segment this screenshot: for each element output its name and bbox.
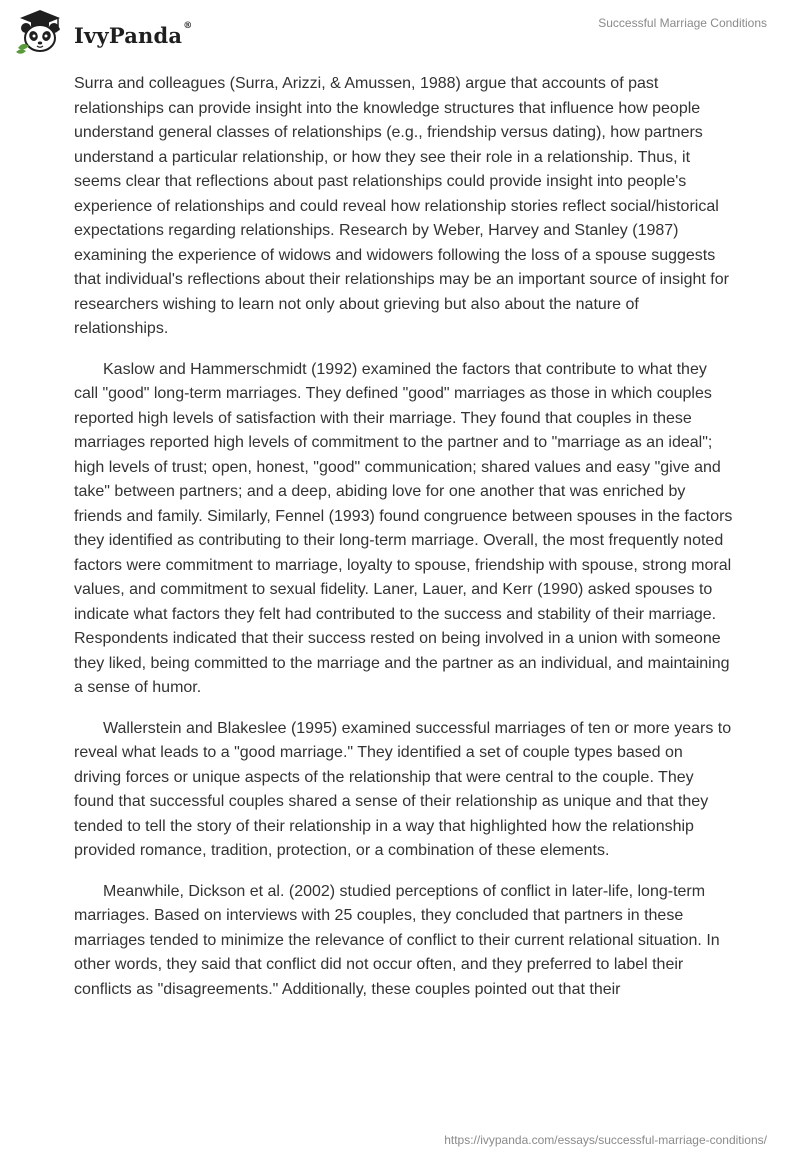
- paragraph-4: Meanwhile, Dickson et al. (2002) studied perceptions of conflict in later-life, long-term marriages. Based on interviews with 25 couples, they concluded that partners in these marriages tended to minimize the relevance of conflict to their current relational situation. In other words, they said that conflict did not occur often, and they preferred to label their conflicts as "disagreements." Additionally, these couples pointed out that their: [74, 882, 720, 998]
- page-header: [0, 0, 800, 66]
- registered-mark: ®: [183, 20, 193, 31]
- essay-body: [74, 72, 734, 1018]
- panda-graduate-icon: [14, 8, 66, 56]
- paragraph-2: Kaslow and Hammerschmidt (1992) examined the factors that contribute to what they call "good" long-term marriages. They defined "good" marriages as those in which couples reported high levels of satisfaction with their marriage. They found that couples in these marriages reported high levels of commitment to the partner and to "marriage as an ideal"; high levels of trust; open, honest, "good" communication; shared values and easy "give and take" between partners; and a deep, abiding love for one another that was enriched by friends and family. Similarly, Fennel (1993) found congruence between spouses in the factors they identified as contributing to their long-term marriage. Overall, the most frequently noted factors were commitment to marriage, loyalty to spouse, friendship with spouse, strong moral values, and commitment to sexual fidelity. Laner, Lauer, and Kerr (1990) asked spouses to indicate what factors they felt had contributed to the success and stability of their marriage. Respondents indicated that their success rested on being involved in a union with someone they liked, being committed to the marriage and the partner as an individual, and maintaining a sense of humor.: [74, 360, 733, 696]
- brand-name: IvyPanda®: [74, 20, 193, 48]
- paragraph-1: Surra and colleagues (Surra, Arizzi, & Amussen, 1988) argue that accounts of past relationships can provide insight into the knowledge structures that influence how people understand general classes of relationships (e.g., friendship versus dating), how partners understand a particular relationship, or how they see their role in a relationship. Thus, it seems clear that reflections about past relationships could provide insight into people's experience of relationships and could reveal how relationship stories reflect social/historical expectations regarding relationships. Research by Weber, Harvey and Stanley (1987) examining the experience of widows and widowers following the loss of a spouse suggests that individual's reflections about their relationships may be an important source of insight for researchers wishing to learn not only about grieving but also about the nature of relationships.: [74, 75, 729, 337]
- paragraph-3: Wallerstein and Blakeslee (1995) examined successful marriages of ten or more years to reveal what leads to a "good marriage." They identified a set of couple types based on driving forces or unique aspects of the relationship that were central to the couple. They found that successful couples shared a sense of their relationship as unique and that they tended to tell the story of their relationship in a way that highlighted how the relationship provided romance, tradition, protection, or a combination of these elements.: [74, 719, 732, 859]
- brand-logo[interactable]: [14, 8, 192, 56]
- document-title: Successful Marriage Conditions: [598, 16, 767, 30]
- source-url-link[interactable]: https://ivypanda.com/essays/successful-marriage-conditions/: [444, 1133, 767, 1147]
